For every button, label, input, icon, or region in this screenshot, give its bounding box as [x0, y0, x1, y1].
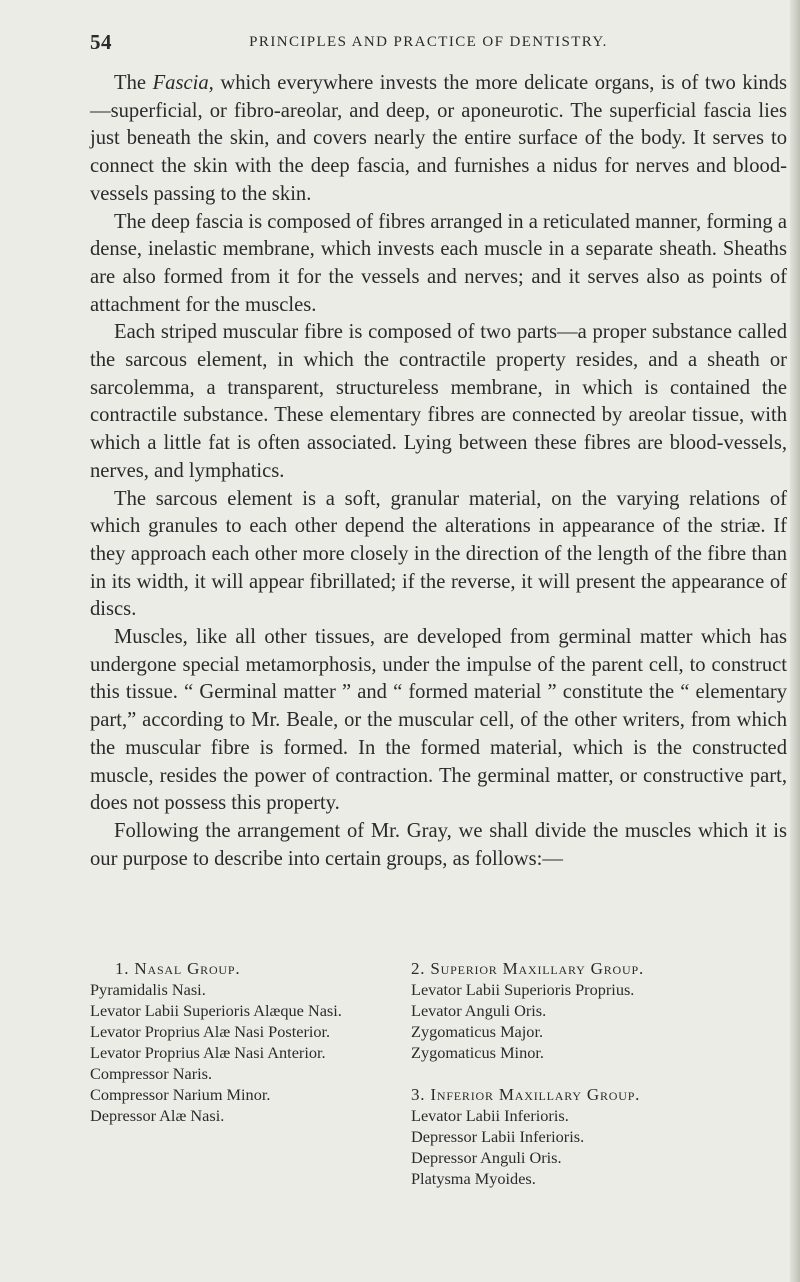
list-item: Compressor Narium Minor.	[90, 1085, 271, 1104]
list-item: Compressor Naris.	[90, 1064, 213, 1083]
list-item: Levator Labii Inferioris.	[411, 1106, 569, 1125]
list-item: Levator Labii Superioris Alæque Nasi.	[90, 1001, 342, 1020]
fascia-term: Fascia,	[152, 72, 214, 94]
paragraph-groups-intro: Following the arrangement of Mr. Gray, we shall divide the muscles which it is our purpose to describe into certain groups, as follows:—	[90, 819, 787, 870]
list-item: Pyramidalis Nasi.	[90, 980, 206, 999]
list-item: Depressor Alæ Nasi.	[90, 1106, 225, 1125]
superior-maxillary-group	[411, 958, 781, 1063]
list-item: Levator Proprius Alæ Nasi Posterior.	[90, 1022, 331, 1041]
nasal-group	[90, 958, 410, 1126]
group-title: 1. Nasal Group.	[115, 959, 241, 978]
paragraph-fascia	[90, 70, 787, 209]
maxillary-groups	[411, 958, 781, 1189]
list-item: Platysma Myoides.	[411, 1169, 536, 1188]
group-title: 2. Superior Maxillary Group.	[411, 959, 645, 978]
list-item: Zygomaticus Minor.	[411, 1043, 544, 1062]
running-title: PRINCIPLES AND PRACTICE OF DENTISTRY.	[249, 34, 608, 50]
group-spacer	[411, 1063, 781, 1084]
list-item: Levator Proprius Alæ Nasi Anterior.	[90, 1043, 326, 1062]
list-item: Depressor Anguli Oris.	[411, 1148, 562, 1167]
page-number: 54	[90, 30, 112, 54]
paragraph-muscle-development: Muscles, like all other tissues, are developed from germinal matter which has undergone special metamorphosis, under the impulse of the parent cell, to construct this tissue. “ Germinal matter ” and “ formed material ” constitute the “ elementary part,” according to Mr. Beale, or the muscular cell, of the other writers, from which the muscular fibre is formed. In the formed material, which is the constructed muscle, resides the power of contraction. The germinal matter, or constructive part, does not possess this property.	[90, 626, 787, 815]
list-item: Depressor Labii Inferioris.	[411, 1127, 585, 1146]
body-text	[90, 70, 787, 873]
list-item: Zygomaticus Major.	[411, 1022, 544, 1041]
paragraph-fascia-rest: which everywhere invests the more delicate organs, is of two kinds—superficial, or fibro-areolar, and deep, or aponeurotic. The superficial fascia lies just beneath the skin, and covers nearly the entire surface of the body. It serves to connect the skin with the deep fascia, and furnishes a nidus for nerves and blood-vessels passing to the skin.	[90, 72, 787, 205]
paragraph-fascia-lead: The	[114, 72, 153, 94]
group-title: 3. Inferior Maxillary Group.	[411, 1085, 641, 1104]
page-edge-shadow	[790, 0, 800, 1282]
page-header	[90, 30, 730, 56]
list-item: Levator Anguli Oris.	[411, 1001, 547, 1020]
inferior-maxillary-group	[411, 1084, 781, 1189]
paragraph-sarcous-element: The sarcous element is a soft, granular material, on the varying relations of which granules to each other depend the alterations in appearance of the striæ. If they approach each other more closely in the direction of the length of the fibre than in its width, it will appear fibrillated; if the reverse, it will present the appearance of discs.	[90, 487, 787, 621]
paragraph-muscular-fibre: Each striped muscular fibre is composed of two parts—a proper substance called the sarcous element, in which the contractile property resides, and a sheath or sarcolemma, a transparent, structureless membrane, in which is contained the contractile substance. These elementary fibres are connected by areolar tissue, with which a little fat is often associated. Lying between these fibres are blood-vessels, nerves, and lymphatics.	[90, 321, 787, 482]
list-item: Levator Labii Superioris Proprius.	[411, 980, 635, 999]
paragraph-deep-fascia: The deep fascia is composed of fibres arranged in a reticulated manner, forming a dense, inelastic membrane, which invests each muscle in a separate sheath. Sheaths are also formed from it for the vessels and nerves; and it serves also as points of attachment for the muscles.	[90, 210, 787, 316]
